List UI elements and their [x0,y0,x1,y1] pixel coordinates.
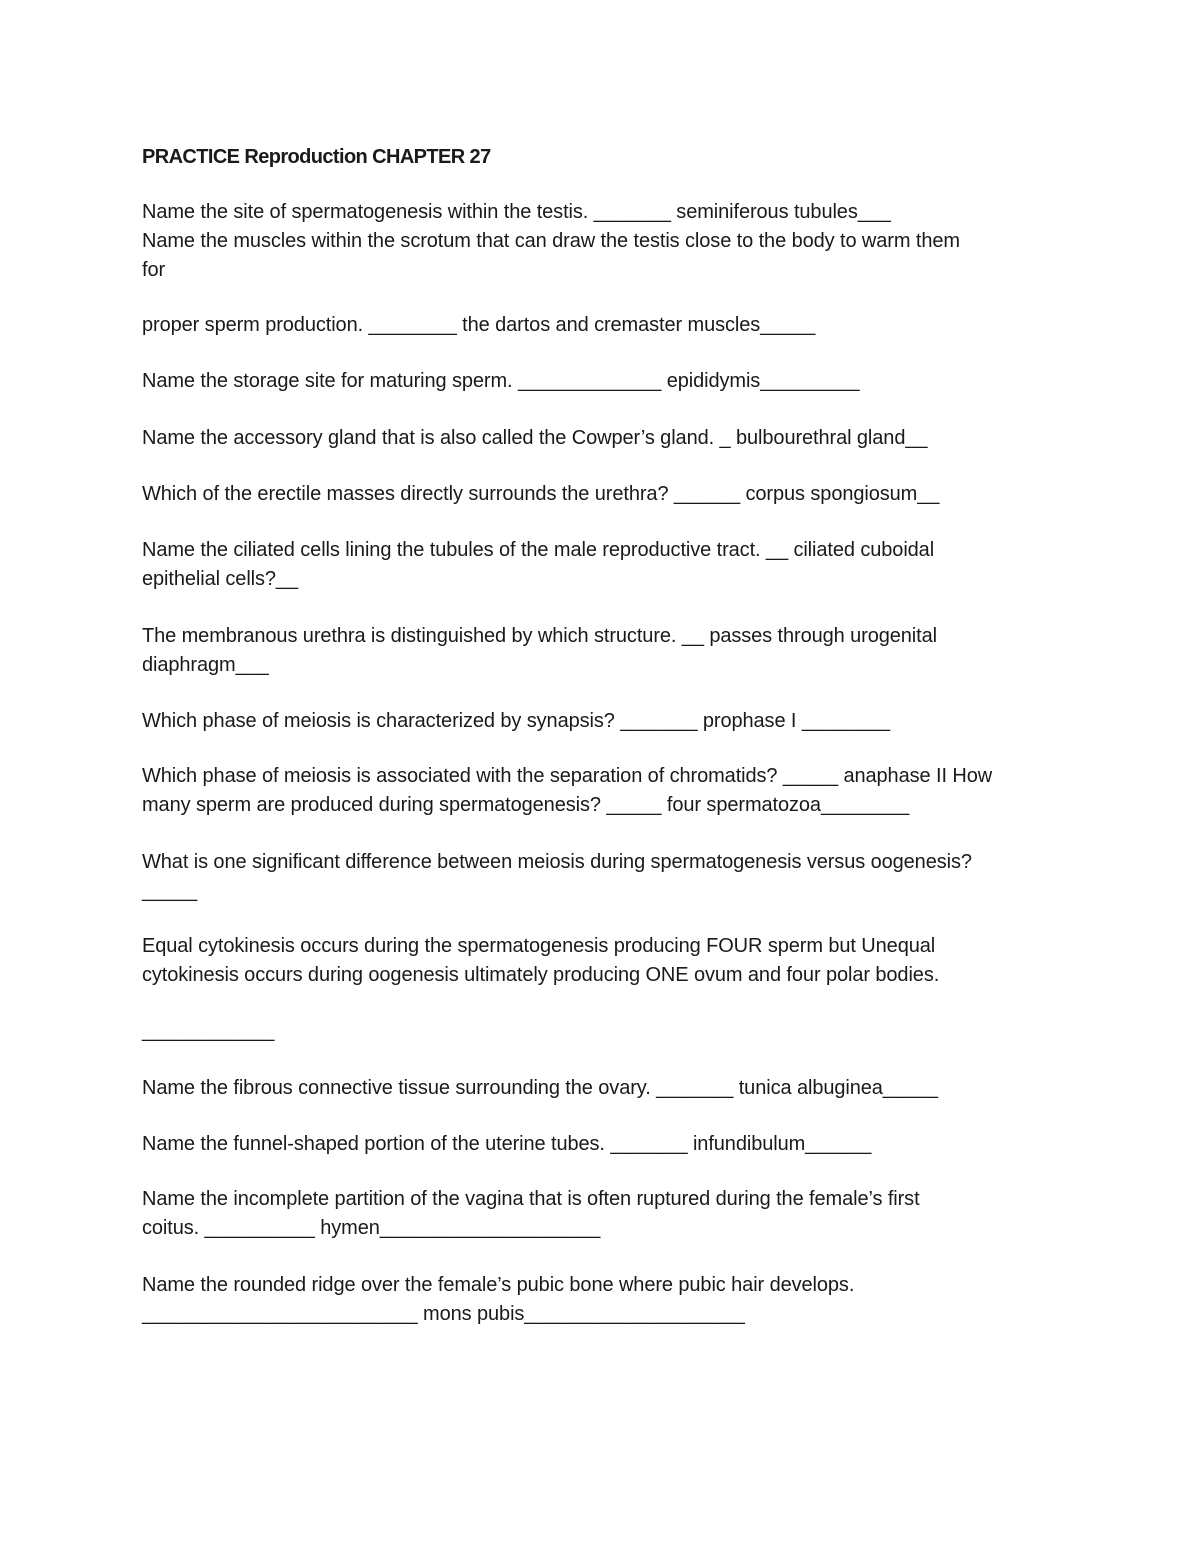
answer-line: Equal cytokinesis occurs during the spermatogenesis producing FOUR sperm but Unequal [142,935,936,957]
question-line: Name the muscles within the scrotum that can draw the testis close to the body to warm them [142,230,960,252]
question-line: Name the accessory gland that is also called the Cowper’s gland. _ bulbourethral gland__ [142,427,928,449]
question-line: Which phase of meiosis is associated with the separation of chromatids? _____ anaphase II How [142,765,993,787]
question-line: What is one significant difference between meiosis during spermatogenesis versus oogenesis? [142,851,972,873]
question-line: _________________________ mons pubis____________________ [142,1303,745,1325]
question-line: proper sperm production. ________ the dartos and cremaster muscles_____ [142,314,816,336]
question-line: Which of the erectile masses directly surrounds the urethra? ______ corpus spongiosum__ [142,483,940,505]
question-line: Name the fibrous connective tissue surrounding the ovary. _______ tunica albuginea_____ [142,1077,938,1099]
question-line: Which phase of meiosis is characterized by synapsis? _______ prophase I ________ [142,710,891,732]
question-line: coitus. __________ hymen____________________ [142,1217,601,1239]
question-line: diaphragm___ [142,654,269,676]
page-title: PRACTICE Reproduction CHAPTER 27 [142,146,491,168]
answer-line: cytokinesis occurs during oogenesis ultimately producing ONE ovum and four polar bodies. [142,964,940,986]
question-line: for [142,259,166,281]
question-line: many sperm are produced during spermatogenesis? _____ four spermatozoa________ [142,794,910,816]
question-line: Name the incomplete partition of the vagina that is often ruptured during the female’s first [142,1188,920,1210]
question-line: The membranous urethra is distinguished by which structure. __ passes through urogenital [142,625,937,647]
answer-blank: _____ [142,880,198,902]
question-line: Name the funnel-shaped portion of the uterine tubes. _______ infundibulum______ [142,1133,872,1155]
question-line: Name the rounded ridge over the female’s pubic bone where pubic hair develops. [142,1274,855,1296]
question-line: epithelial cells?__ [142,568,298,590]
question-line: Name the ciliated cells lining the tubules of the male reproductive tract. __ ciliated cuboidal [142,539,935,561]
question-line: Name the site of spermatogenesis within the testis. _______ seminiferous tubules___ [142,201,891,223]
question-line: Name the storage site for maturing sperm. _____________ epididymis_________ [142,370,860,392]
answer-blank: ____________ [142,1020,275,1042]
